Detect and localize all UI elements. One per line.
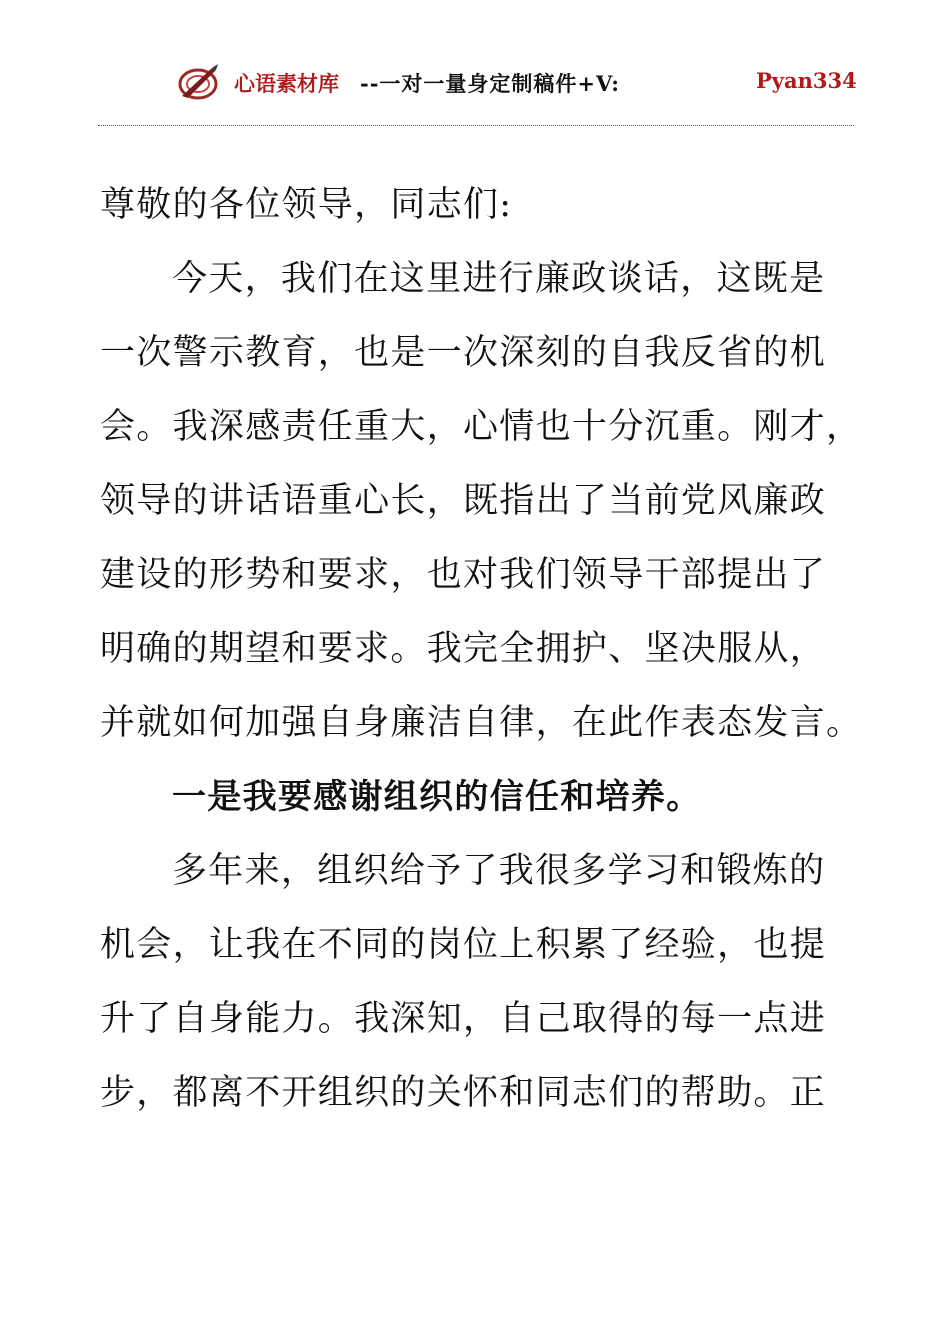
paragraph-line: 今天，我们在这里进行廉政谈话，这既是 (172, 259, 826, 299)
paragraph-2 (100, 834, 860, 1130)
paragraph-line: 领导的讲话语重心长，既指出了当前党风廉政 (100, 481, 827, 521)
paragraph-line: 明确的期望和要求。我完全拥护、坚决服从， (100, 629, 827, 669)
paragraph-line: 会。我深感责任重大，心情也十分沉重。刚才， (100, 407, 863, 447)
paragraph-line: 升了自身能力。我深知，自己取得的每一点进 (100, 999, 827, 1039)
paragraph-line: 多年来，组织给予了我很多学习和锻炼的 (172, 851, 826, 891)
quill-pen-logo-icon (176, 62, 220, 102)
header-tagline: --一对一量身定制稿件+V: (360, 71, 620, 96)
brand-name: 心语素材库 (234, 71, 339, 96)
paragraph-line: 步，都离不开组织的关怀和同志们的帮助。正 (100, 1073, 827, 1113)
document-body (100, 168, 863, 1130)
paragraph-1 (100, 242, 863, 760)
paragraph-line: 建设的形势和要求，也对我们领导干部提出了 (100, 555, 827, 595)
paragraph-line: 一次警示教育，也是一次深刻的自我反省的机 (100, 333, 827, 373)
paragraph-line: 机会，让我在不同的岗位上积累了经验，也提 (100, 925, 827, 965)
contact-id: Pyan334 (756, 68, 857, 93)
section-heading: 一是我要感谢组织的信任和培养。 (172, 777, 702, 817)
page-header (98, 58, 857, 126)
paragraph-line: 并就如何加强自身廉洁自律，在此作表态发言。 (100, 703, 863, 743)
salutation: 尊敬的各位领导，同志们: (100, 185, 513, 225)
